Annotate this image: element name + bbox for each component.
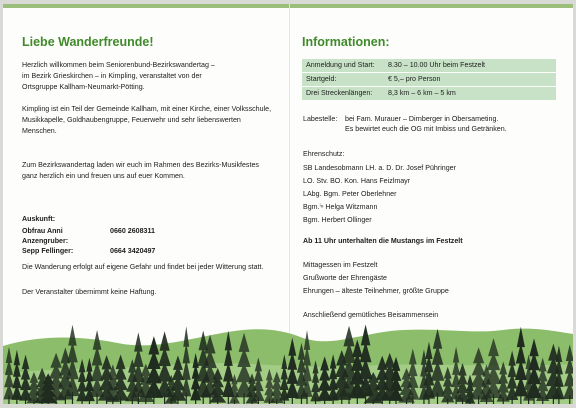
tree-trunk	[284, 397, 285, 404]
contact-name: Sepp Fellinger:	[22, 247, 74, 255]
tree-trunk	[243, 393, 244, 404]
tree-trunk	[512, 396, 513, 404]
tree-trunk	[553, 395, 554, 404]
tree-trunk	[292, 394, 293, 404]
tree-trunk	[493, 394, 494, 404]
tree-trunk	[217, 399, 218, 404]
ehrenschutz-item: LAbg. Bgm. Peter Oberlehner	[303, 190, 397, 198]
tree-trunk	[520, 392, 521, 404]
tree-trunk	[132, 397, 133, 404]
tree-trunk	[269, 399, 270, 404]
info-value: 8.30 – 10.00 Uhr beim Festzelt	[388, 61, 485, 69]
tree-trunk	[16, 396, 17, 404]
contact-list	[22, 226, 155, 256]
tree-trunk	[8, 395, 9, 404]
welcome-heading: Liebe Wanderfreunde!	[22, 35, 154, 49]
tree-trunk	[96, 393, 97, 404]
tree-trunk	[138, 393, 139, 404]
tree-trunk	[55, 396, 56, 404]
contact-phone: 0664 3420497	[110, 247, 156, 255]
tree-trunk	[120, 397, 121, 404]
tree-trunk	[503, 398, 504, 404]
tree-trunk	[412, 396, 413, 404]
tree-trunk	[195, 396, 196, 404]
tree-trunk	[315, 397, 316, 404]
intro-line-1: Herzlich willkommen beim Seniorenbund-Bezirkswandertag –	[22, 61, 215, 69]
tree-trunk	[373, 399, 374, 404]
tree-trunk	[164, 393, 165, 404]
tree-trunk	[186, 392, 187, 404]
tree-trunk	[455, 395, 456, 404]
tree-trunk	[428, 395, 429, 404]
ehrenschutz-label: Ehrenschutz:	[303, 150, 345, 158]
forest-illustration	[3, 304, 573, 404]
tree-trunk	[533, 394, 534, 404]
tree-trunk	[33, 399, 34, 404]
info-label: Startgeld:	[306, 75, 337, 83]
labestelle-block	[303, 114, 507, 134]
ehrenschutz-item: SB Landesobmann LH. a. D. Dr. Josef Pühringer	[303, 164, 456, 172]
info-label: Anmeldung und Start:	[306, 61, 375, 69]
tree-trunk	[306, 393, 307, 404]
auskunft-label: Auskunft:	[22, 215, 56, 223]
contact-row	[22, 246, 155, 256]
tree-trunk	[81, 397, 82, 404]
liability-disclaimer: Der Veranstalter übernimmt keine Haftung.	[22, 288, 157, 296]
info-value: € 5,– pro Person	[388, 75, 441, 83]
tree-trunk	[341, 396, 342, 404]
info-table	[302, 59, 556, 101]
tree-trunk	[558, 395, 559, 404]
contact-phone: 0660 2608311	[110, 227, 155, 235]
tree-trunk	[177, 397, 178, 404]
schedule-item: Ehrungen – älteste Teilnehmer, größte Gruppe	[303, 287, 449, 295]
schedule-item: Mittagessen im Festzelt	[303, 261, 378, 269]
contact-name: Obfrau Anni Anzengruber:	[22, 227, 69, 245]
intro-line-3: Ortsgruppe Kallham-Neumarkt-Pötting.	[22, 83, 145, 91]
contact-row	[22, 226, 155, 246]
closing-line: Anschließend gemütliches Beisammensein	[303, 311, 439, 319]
tree-trunk	[542, 397, 543, 404]
labestelle-line-1: bei Fam. Murauer – Dirnberger in Obersameting.	[345, 115, 499, 123]
tree-trunk	[25, 397, 26, 404]
tree-trunk	[228, 393, 229, 404]
ehrenschutz-item: Bgm.ⁱⁿ Helga Witzmann	[303, 203, 378, 211]
intro-line-2: im Bezirk Grieskirchen – in Kimpling, veranstaltet von der	[22, 72, 202, 80]
tree-trunk	[395, 397, 396, 404]
tree-trunk	[447, 398, 448, 404]
weather-disclaimer: Die Wanderung erfolgt auf eigene Gefahr und findet bei jeder Witterung statt.	[22, 263, 264, 271]
tree-trunk	[469, 400, 470, 404]
tree-trunk	[251, 399, 252, 404]
info-row	[302, 87, 556, 100]
tree-trunk	[65, 396, 66, 404]
tree-trunk	[234, 400, 235, 404]
kimpling-line-1: Kimpling ist ein Teil der Gemeinde Kallham, mit einer Kirche, einer Volksschule,	[22, 105, 272, 113]
info-row	[302, 73, 556, 86]
tree-trunk	[72, 392, 73, 404]
info-label: Drei Streckenlängen:	[306, 89, 373, 97]
tree-trunk	[276, 399, 277, 404]
tree-trunk	[258, 397, 259, 404]
music-notice: Ab 11 Uhr unterhalten die Mustangs im Festzelt	[303, 237, 463, 245]
top-accent-bar-left	[3, 4, 289, 8]
info-value: 8,3 km – 6 km – 5 km	[388, 89, 456, 97]
labestelle-line-2: Es bewirtet euch die OG mit Imbiss und Getränken.	[345, 125, 507, 133]
labestelle-label: Labestelle:	[303, 115, 338, 123]
tree-trunk	[486, 398, 487, 404]
tree-trunk	[324, 397, 325, 404]
tree-trunk	[569, 395, 570, 404]
kimpling-line-3: Menschen.	[22, 127, 57, 135]
invitation-line-2: ganz herzlich ein und freuen uns auf euer Kommen.	[22, 172, 185, 180]
ehrenschutz-item: LO. Stv. BO. Kon. Hans Feizlmayr	[303, 177, 411, 185]
info-heading: Informationen:	[302, 35, 390, 49]
flyer-sheet	[3, 4, 573, 404]
tree-trunk	[145, 398, 146, 404]
kimpling-line-2: Musikkapelle, Goldhaubengruppe, Feuerwehr und sehr liebenswerten	[22, 116, 241, 124]
tree-trunk	[478, 395, 479, 404]
tree-trunk	[89, 397, 90, 404]
tree-trunk	[462, 398, 463, 404]
info-row	[302, 59, 556, 72]
tree-trunk	[333, 397, 334, 404]
tree-trunk	[437, 393, 438, 404]
invitation-line-1: Zum Bezirkswandertag laden wir euch im Rahmen des Bezirks-Musikfestes	[22, 161, 259, 169]
top-accent-bar-right	[290, 4, 573, 8]
ehrenschutz-item: Bgm. Herbert Ollinger	[303, 216, 372, 224]
schedule-item: Grußworte der Ehrengäste	[303, 274, 387, 282]
tree-trunk	[153, 394, 154, 404]
